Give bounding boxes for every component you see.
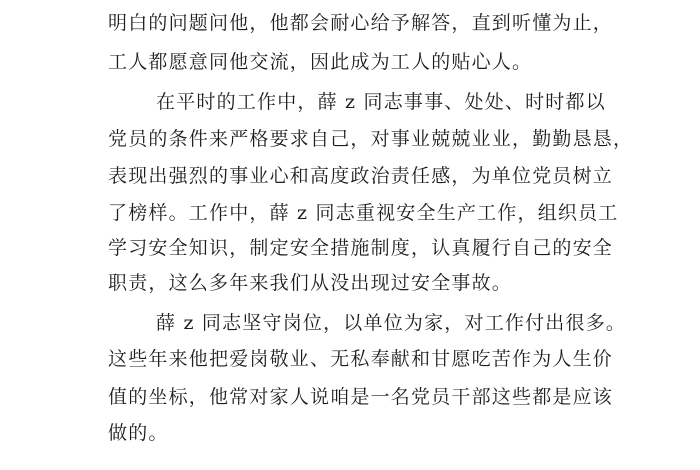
text-line: 工人都愿意同他交流，因此成为工人的贴心人。 <box>108 51 533 73</box>
text-line: 做的。 <box>108 422 169 444</box>
text-line: 学习安全知识，制定安全措施制度，认真履行自己的安全 <box>108 237 614 259</box>
text-line: 值的坐标，他常对家人说咱是一名党员干部这些都是应该 <box>108 386 614 408</box>
paragraph-first-line: 在平时的工作中，薛 z 同志事事、处处、时时都以 <box>156 91 606 113</box>
text-line: 党员的条件来严格要求自己，对事业兢兢业业，勤勤恳恳， <box>108 128 634 150</box>
paragraph-first-line: 薛 z 同志坚守岗位，以单位为家，对工作付出很多。 <box>156 312 627 334</box>
text-line: 了榜样。工作中，薛 z 同志重视安全生产工作，组织员工 <box>108 202 619 224</box>
text-line: 职责，这么多年来我们从没出现过安全事故。 <box>108 272 513 294</box>
text-line: 明白的问题问他，他都会耐心给予解答，直到听懂为止， <box>108 12 614 34</box>
text-line: 这些年来他把爱岗敬业、无私奉献和甘愿吃苦作为人生价 <box>108 348 614 370</box>
text-line: 表现出强烈的事业心和高度政治责任感，为单位党员树立 <box>108 165 614 187</box>
